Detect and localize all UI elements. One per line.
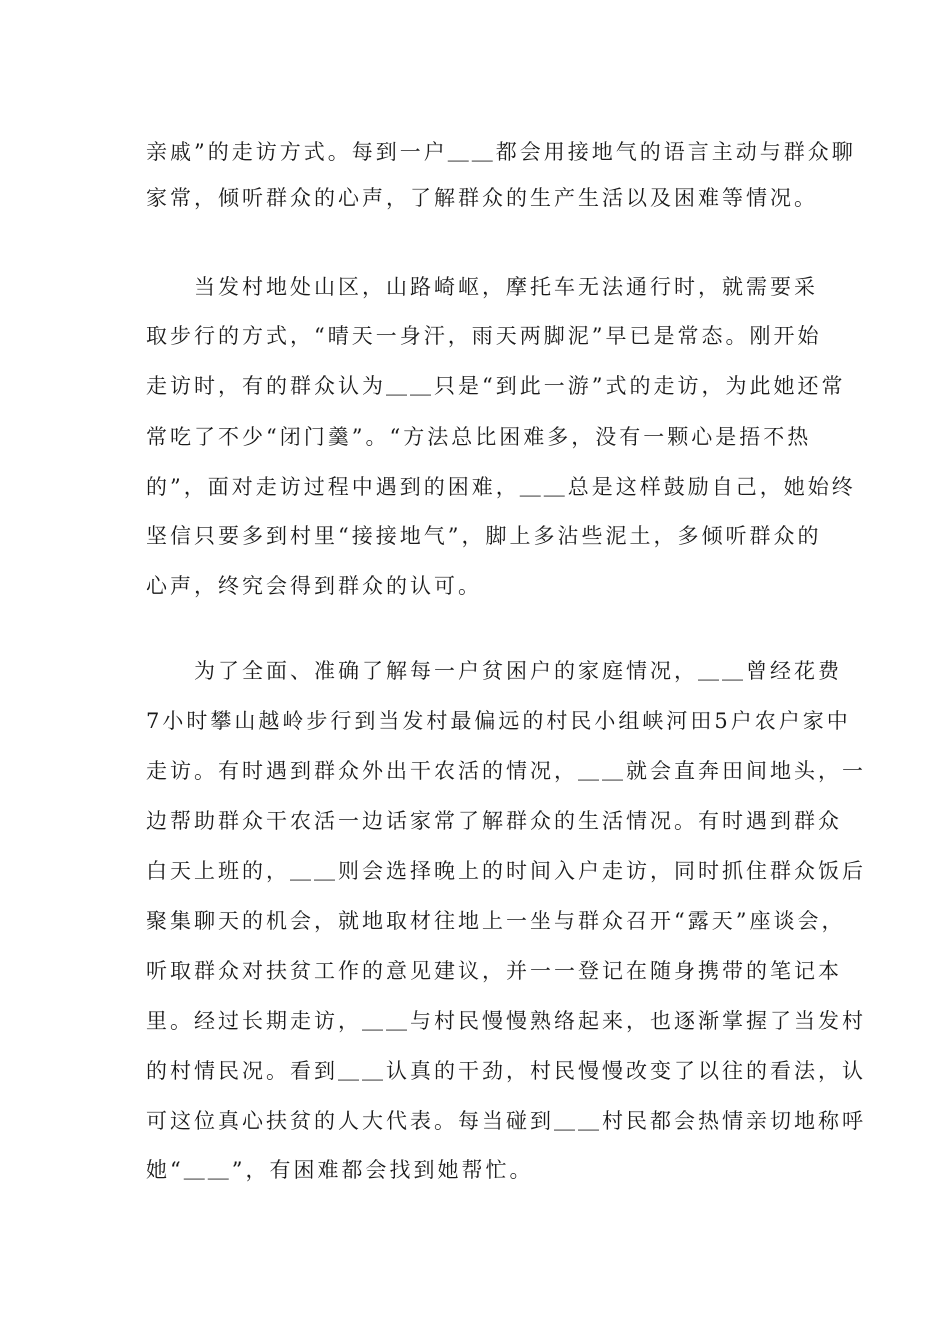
text-line: 可这位真心扶贫的人大代表。每当碰到＿＿村民都会热情亲切地称呼 xyxy=(146,1109,866,1133)
text-line: 她“＿＿”，有困难都会找到她帮忙。 xyxy=(146,1158,534,1182)
text-line: 里。经过长期走访，＿＿与村民慢慢熟络起来，也逐渐掌握了当发村 xyxy=(146,1009,866,1033)
text-line: 白天上班的，＿＿则会选择晚上的时间入户走访，同时抓住群众饭后 xyxy=(146,859,866,883)
text-line: 当发村地处山区，山路崎岖，摩托车无法通行时，就需要采 xyxy=(146,275,818,299)
text-line: 聚集聊天的机会，就地取材往地上一坐与群众召开“露天”座谈会， xyxy=(146,909,846,933)
text-line: 为了全面、准确了解每一户贫困户的家庭情况，＿＿曾经花费 xyxy=(146,659,842,683)
text-line: 7小时攀山越岭步行到当发村最偏远的村民小组峡河田5户农户家中 xyxy=(146,709,851,733)
text-line: 边帮助群众干农活一边话家常了解群众的生活情况。有时遇到群众 xyxy=(146,809,842,833)
text-line: 心声，终究会得到群众的认可。 xyxy=(146,574,482,598)
text-line: 亲戚”的走访方式。每到一户＿＿都会用接地气的语言主动与群众聊 xyxy=(146,140,856,164)
text-line: 取步行的方式，“晴天一身汗，雨天两脚泥”早已是常态。刚开始 xyxy=(146,324,822,348)
text-line: 听取群众对扶贫工作的意见建议，并一一登记在随身携带的笔记本 xyxy=(146,959,842,983)
text-line: 走访。有时遇到群众外出干农活的情况，＿＿就会直奔田间地头，一 xyxy=(146,759,866,783)
text-line: 的村情民况。看到＿＿认真的干劲，村民慢慢改变了以往的看法，认 xyxy=(146,1059,866,1083)
text-line: 坚信只要多到村里“接接地气”，脚上多沾些泥土，多倾听群众的 xyxy=(146,524,822,548)
text-line: 家常，倾听群众的心声，了解群众的生产生活以及困难等情况。 xyxy=(146,186,818,210)
text-line: 常吃了不少“闭门羹”。“方法总比困难多，没有一颗心是捂不热 xyxy=(146,425,812,449)
text-line: 走访时，有的群众认为＿＿只是“到此一游”式的走访，为此她还常 xyxy=(146,374,846,398)
text-line: 的”，面对走访过程中遇到的困难，＿＿总是这样鼓励自己，她始终 xyxy=(146,475,856,499)
